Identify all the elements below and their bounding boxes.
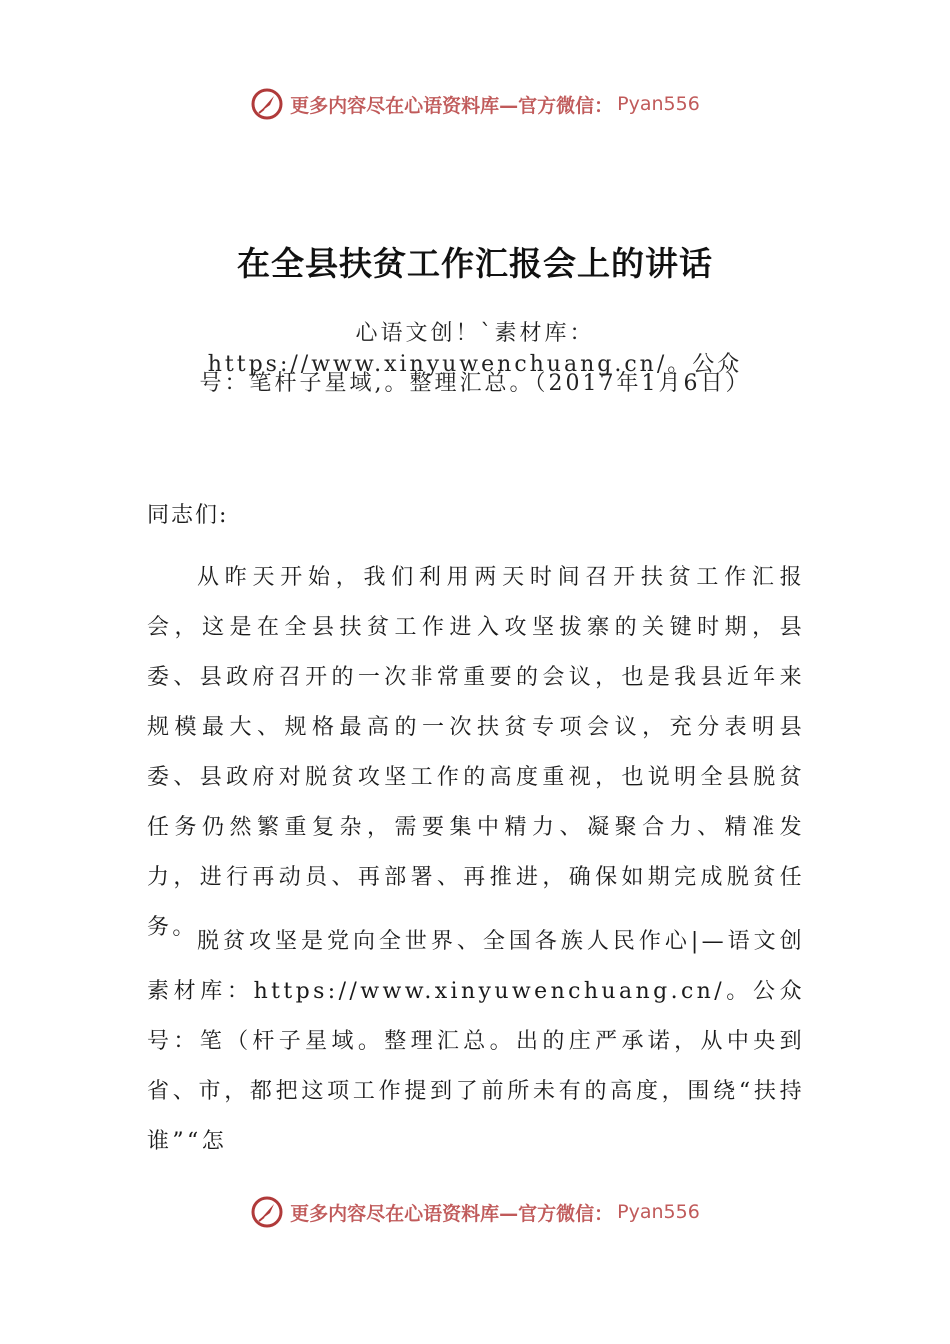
greeting: 同志们:: [147, 503, 229, 528]
document-title: 在全县扶贫工作汇报会上的讲话: [237, 244, 713, 283]
banner-text: 更多内容尽在心语资料库—官方微信：: [290, 94, 614, 117]
footer-banner: [0, 1192, 950, 1232]
subtitle-line-1: 心语文创！`素材库：https://www.xinyuwenchuang.cn/。公众: [207, 321, 743, 377]
subtitle-line-2: 号：笔杆子星域,。整理汇总。（2017年1月6日）: [199, 371, 751, 396]
banner-wechat-id: Pyan556: [617, 93, 700, 115]
banner-text: 更多内容尽在心语资料库—官方微信：: [290, 1202, 614, 1225]
paragraph-1: 从昨天开始，我们利用两天时间召开扶贫工作汇报会，这是在全县扶贫工作进入攻坚拔寨的关键时期，县委、县政府召开的一次非常重要的会议，也是我县近年来规模最大、规格最高的一次扶贫专项会议，充分表明县委、县政府对脱贫攻坚工作的高度重视，也说明全县脱贫任务仍然繁重复杂，需要集中精力、凝聚合力、精准发力，进行再动员、再部署、再推进，确保如期完成脱贫任务。: [147, 565, 805, 940]
quill-logo-icon: [250, 1195, 284, 1229]
paragraph-2: 脱贫攻坚是党向全世界、全国各族人民作心|—语文创素材库：https://www.xinyuwenchuang.cn/。公众号：笔（杆子星域。整理汇总。出的庄严承诺，从中央到省、市，都把这项工作提到了前所未有的高度，围绕“扶持谁”“怎: [147, 929, 805, 1154]
header-banner: [0, 84, 950, 124]
quill-logo-icon: [250, 87, 284, 121]
banner-wechat-id: Pyan556: [617, 1201, 700, 1223]
